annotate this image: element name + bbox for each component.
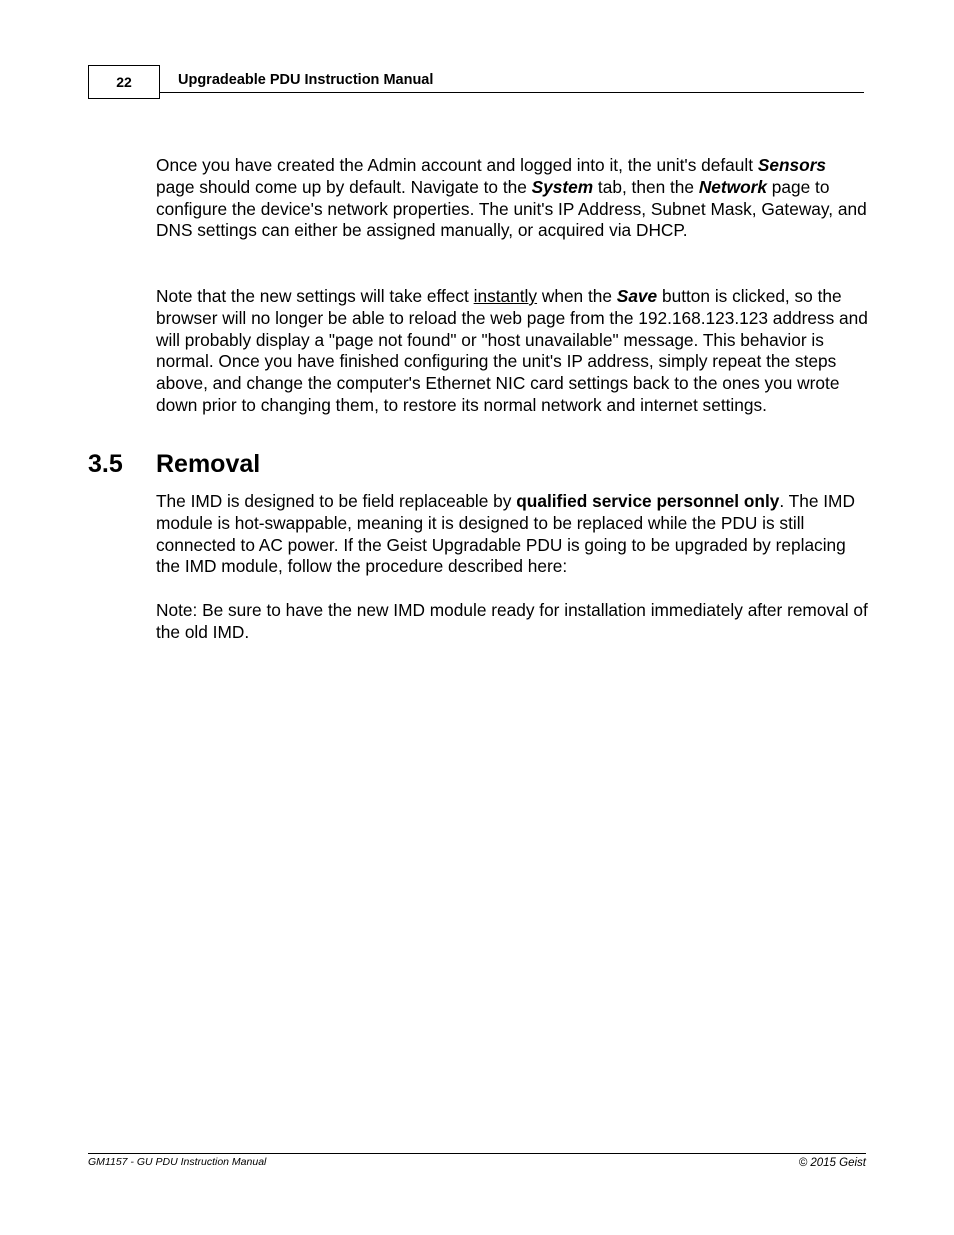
network-term: Network: [698, 176, 767, 197]
text-run: page to configure the device's network properties. The unit's IP Address, Subnet Mask, Gateway, and DNS settings can either be assigned manually, or acquired via DHCP.: [156, 176, 867, 241]
text-run: page should come up by default. Navigate to the: [156, 176, 532, 197]
paragraph-removal-note: Note: Be sure to have the new IMD module ready for installation immediately after removal of the old IMD.: [156, 600, 868, 642]
text-run: Once you have created the Admin account and logged into it, the unit's default: [156, 155, 758, 175]
text-run: . The IMD module is hot-swappable, meaning it is designed to be replaced while the PDU is still connected to AC power. If the Geist Upgradable PDU is going to be upgraded by replacing the IMD module, follow the procedure described here:: [156, 491, 855, 577]
section-number: 3.5: [88, 450, 123, 478]
paragraph-settings-note: [156, 286, 868, 417]
header-divider: [160, 92, 864, 93]
save-term: Save: [616, 286, 658, 306]
section-heading: [88, 450, 260, 479]
text-run: tab, then the: [593, 176, 699, 197]
text-run: The IMD is designed to be field replaceable by: [156, 491, 517, 511]
system-term: System: [531, 176, 594, 197]
footer-copyright: © 2015 Geist: [798, 1157, 866, 1169]
text-run: Note that the new settings will take effect: [156, 286, 474, 306]
header-title: Upgradeable PDU Instruction Manual: [178, 72, 434, 88]
footer-manual-id: GM1157 - GU PDU Instruction Manual: [88, 1156, 267, 1168]
text-run: button is clicked, so the browser will no longer be able to reload the web page from the 192.168.123.123 address and will probably display a "page not found" or "host unavailable" message. This behavior is normal. Once you have finished configuring the unit's IP address, simply repeat the steps above, and change the computer's Ethernet NIC card settings back to the ones you wrote down prior to changing them, to restore its normal network and internet settings.: [156, 286, 868, 415]
instantly-term: instantly: [473, 286, 538, 306]
sensors-term: Sensors: [757, 155, 827, 175]
footer-divider: [88, 1153, 866, 1154]
paragraph-removal-intro: [156, 491, 868, 578]
section-title: Removal: [156, 450, 261, 478]
text-run: when the: [537, 286, 617, 306]
page-number: 22: [88, 65, 160, 99]
qualified-personnel-term: qualified service personnel only: [516, 491, 780, 511]
paragraph-admin-account: [156, 155, 868, 242]
